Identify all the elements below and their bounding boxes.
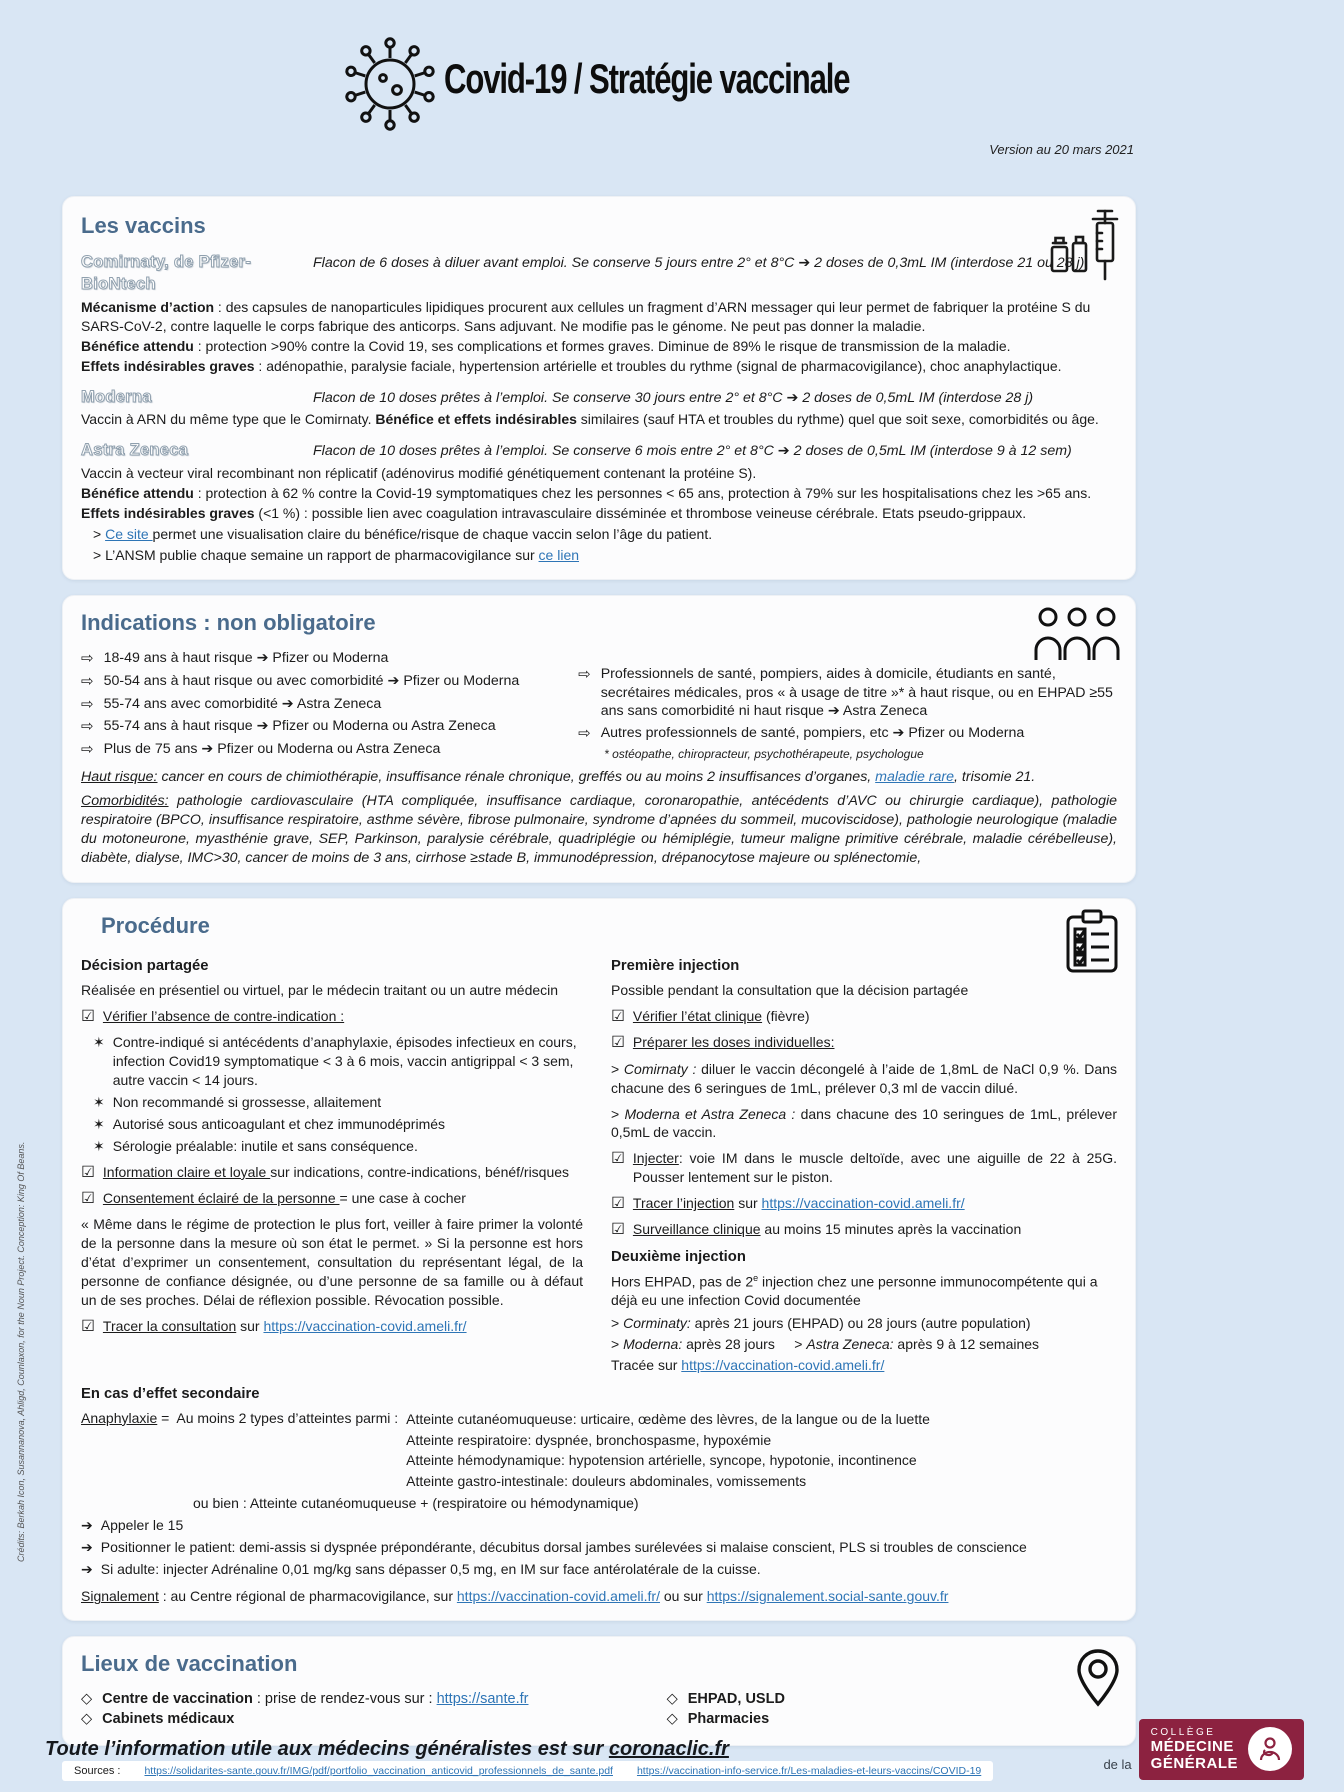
- checkbox-icon: ☑: [81, 1163, 95, 1181]
- solidarites-sante-link[interactable]: https://solidarites-sante.gouv.fr/IMG/pdf/portfolio_vaccination_anticovid_professionnels_de_sante.pdf: [144, 1765, 613, 1778]
- list-item: ⇨ Plus de 75 ans ➔ Pfizer ou Moderna ou Astra Zeneca: [81, 741, 441, 759]
- effets-title: En cas d’effet secondaire: [81, 1385, 260, 1402]
- credits-vertical-text: Crédits: Berkah Icon, Susannanova, Ahligd, Counlaxon, for the Noun Project. Conception: King Of Beans.: [16, 1141, 26, 1562]
- arrow-bullet-icon: ⇨: [578, 725, 591, 743]
- star-line: ✶ Sérologie préalable: inutile et sans conséquence.: [93, 1137, 418, 1154]
- arrow-icon: ➔: [81, 1560, 93, 1577]
- checkbox-icon: ☑: [81, 1317, 95, 1335]
- star-icon: ✶: [93, 1137, 105, 1154]
- section-procedure: [62, 898, 1136, 1621]
- star-icon: ✶: [93, 1034, 105, 1051]
- list-item: ◇ Cabinets médicaux: [81, 1711, 235, 1728]
- haut-risque-note: Haut risque: cancer en cours de chimiothérapie, insuffisance rénale chronique, greffés ou au moins 2 insuffisances d’organes, maladie rare, trisomie 21.: [81, 768, 1036, 785]
- procedure-heading: Procédure: [101, 913, 210, 939]
- premiere-injection-title: Première injection: [611, 958, 740, 975]
- clipboard-checklist-icon: [1063, 909, 1121, 975]
- star-icon: ✶: [93, 1115, 105, 1132]
- procedure-right-column: [611, 949, 1117, 1375]
- lieux-heading: Lieux de vaccination: [81, 1651, 298, 1677]
- arrow-bullet-icon: ⇨: [81, 695, 94, 713]
- indications-left-list: [81, 646, 562, 763]
- list-item: ⇨ Professionnels de santé, pompiers, aides à domicile, étudiants en santé, secrétaires médicales, pros « à usage de titre »* à haut risque, ou en EHPAD ≥55 ans sans comorbidité ni haut risque ➔ Astra Zeneca: [578, 665, 1113, 720]
- check-line: ☑ Vérifier l’état clinique (fièvre): [611, 1007, 810, 1025]
- procedure-left-column: [81, 949, 583, 1375]
- list-item: ⇨ 55-74 ans à haut risque ➔ Pfizer ou Moderna ou Astra Zeneca: [81, 718, 496, 736]
- checkbox-icon: ☑: [611, 1150, 625, 1168]
- vaccine-detail: Bénéfice attendu : protection à 62 % contre la Covid-19 symptomatiques chez les personnes < 65 ans, protection à 79% sur les hospitalisations chez les >65 ans.: [81, 484, 1092, 501]
- diamond-bullet-icon: ◇: [81, 1711, 93, 1728]
- list-item: Atteinte gastro-intestinale: douleurs abdominales, vomissements: [406, 1472, 807, 1489]
- arrow-icon: ➔: [81, 1516, 93, 1533]
- ameli-link[interactable]: https://vaccination-covid.ameli.fr/: [263, 1317, 467, 1334]
- ameli-link[interactable]: https://vaccination-covid.ameli.fr/: [761, 1195, 965, 1212]
- check-line: ☑ Vérifier l’absence de contre-indication :: [81, 1007, 345, 1025]
- signalement-gouv-link[interactable]: https://signalement.social-sante.gouv.fr: [706, 1588, 949, 1605]
- list-item: ◇ EHPAD, USLD: [666, 1691, 785, 1708]
- star-line: ✶ Contre-indiqué si antécédents d’anaphylaxie, épisodes infectieux en cours, infection Covid19 symptomatique < 3 à 6 mois, vaccin antigrippal < 3 sem, autre vaccin < 14 jours.: [93, 1034, 577, 1089]
- vaccine-detail: Effets indésirables graves (<1 %) : possible lien avec coagulation intravasculaire disséminée et thrombose veineuse cérébrale. Etats pseudo-grippaux.: [81, 504, 1027, 521]
- checkbox-icon: ☑: [81, 1190, 95, 1208]
- atteintes-list: [406, 1409, 930, 1492]
- vaccine-detail: Vaccin à vecteur viral recombinant non réplicatif (adénovirus modifié génétiquement contenant la protéine S).: [81, 464, 757, 481]
- logo-dela-text: de la: [1103, 1757, 1132, 1772]
- diamond-bullet-icon: ◇: [666, 1711, 678, 1728]
- logo-line: COLLÈGE: [1150, 1726, 1216, 1738]
- list-item: ⇨ 50-54 ans à haut risque ou avec comorbidité ➔ Pfizer ou Moderna: [81, 672, 520, 690]
- vaccins-heading: Les vaccins: [81, 213, 206, 238]
- ansm-report-line: > L’ANSM publie chaque semaine un rapport de pharmacovigilance sur ce lien: [93, 546, 580, 563]
- action-line: ➔ Positionner le patient: demi-assis si dyspnée prépondérante, décubitus dorsal jambes surélevées si malaise conscient, PLS si troubles de conscience: [81, 1538, 1027, 1555]
- consent-quote: « Même dans le régime de protection le plus fort, veiller à faire primer la volonté de la personne dans la mesure où son état le permet. » Si la personne est hors d’état d’exprimer un consentement, consultation du représentant légal, de la personne de confiance désignée, ou d’une personne de sa famille ou à défaut un de ses proches. Délai de réflexion possible. Révocation possible.: [81, 1216, 583, 1308]
- anaphylaxie-definition: Anaphylaxie = Au moins 2 types d’atteintes parmi : Atteinte cutanéomuqueuse: urticaire, œdème des lèvres, de la langue ou de la luette Atteinte respiratoire: dyspnée, bronchospasme, hypoxémie Atteinte hémodynamique: hypotension artérielle, syncope, hypotonie, incontinence Atteinte gastro-intestinale: douleurs abdominales, vomissements: [81, 1409, 1117, 1492]
- list-item: ⇨ 55-74 ans avec comorbidité ➔ Astra Zeneca: [81, 695, 382, 713]
- list-item: Atteinte respiratoire: dyspnée, bronchospasme, hypoxémie: [406, 1431, 772, 1448]
- check-line: ☑ Consentement éclairé de la personne = une case à cocher: [81, 1190, 466, 1208]
- procedure-columns: [81, 949, 1117, 1375]
- arrow-bullet-icon: ⇨: [81, 649, 94, 667]
- diamond-bullet-icon: ◇: [666, 1691, 678, 1708]
- map-pin-icon: [1075, 1647, 1121, 1709]
- vaccine-storage: Flacon de 6 doses à diluer avant emploi. Se conserve 5 jours entre 2° et 8°C ➔ 2 doses de 0,3mL IM (interdose 21 ou 28 j): [313, 254, 1085, 271]
- ou-bien-line: ou bien : Atteinte cutanéomuqueuse + (respiratoire ou hémodynamique): [193, 1494, 639, 1511]
- ce-site-link[interactable]: Ce site: [105, 525, 153, 542]
- maladie-rare-link[interactable]: maladie rare: [875, 768, 955, 785]
- section-vaccins: [62, 196, 1136, 580]
- page-title: Covid-19 / Stratégie vaccinale: [444, 55, 850, 102]
- vaccine-entry: [81, 439, 1117, 523]
- sante-fr-link[interactable]: https://sante.fr: [436, 1691, 529, 1708]
- dose-moderna-az: > Moderna et Astra Zeneca : dans chacune des 10 seringues de 1mL, prélever 0,5mL de vaccin.: [611, 1105, 1117, 1141]
- logo-line: MÉDECINE: [1150, 1737, 1234, 1755]
- indications-heading: Indications : non obligatoire: [81, 609, 376, 635]
- arrow-bullet-icon: ⇨: [81, 672, 94, 690]
- footer-tagline: Toute l’information utile aux médecins généralistes est sur coronaclic.fr: [45, 1737, 729, 1760]
- check-line: ☑ Tracer la consultation sur https://vaccination-covid.ameli.fr/: [81, 1317, 467, 1335]
- sources-label: Sources :: [74, 1765, 121, 1778]
- ameli-link[interactable]: https://vaccination-covid.ameli.fr/: [456, 1588, 660, 1605]
- check-line: ☑ Injecter: voie IM dans le muscle deltoïde, avec une aiguille de 22 à 25G. Pousser lentement sur le piston.: [611, 1150, 1117, 1186]
- vaccine-detail: Effets indésirables graves : adénopathie, paralysie faciale, hypertension artérielle et troubles du rythme (signal de pharmacovigilance), choc anaphylactique.: [81, 357, 1062, 374]
- page-footer: [45, 1719, 1304, 1781]
- deuxieme-tracee: Tracée sur https://vaccination-covid.ameli.fr/: [611, 1357, 885, 1373]
- list-item: ◇ Centre de vaccination : prise de rendez-vous sur : https://sante.fr: [81, 1691, 529, 1708]
- checkbox-icon: ☑: [81, 1007, 95, 1025]
- list-item: Atteinte cutanéomuqueuse: urticaire, œdème des lèvres, de la langue ou de la luette: [406, 1411, 930, 1428]
- vaccine-detail: Bénéfice attendu : protection >90% contre la Covid 19, ses complications et formes graves. Diminue de 89% le risque de transmission de la maladie.: [81, 337, 1011, 354]
- arrow-bullet-icon: ⇨: [578, 665, 591, 683]
- vaccine-storage: Flacon de 10 doses prêtes à l’emploi. Se conserve 30 jours entre 2° et 8°C ➔ 2 doses de 0,5mL IM (interdose 28 j): [313, 389, 1034, 406]
- benefit-risk-line: > Ce site permet une visualisation claire du bénéfice/risque de chaque vaccin selon l’âge du patient.: [93, 525, 713, 542]
- people-group-icon: [1033, 606, 1121, 664]
- action-line: ➔ Appeler le 15: [81, 1516, 184, 1533]
- syringe-vials-icon: [1049, 207, 1121, 283]
- deuxieme-comirnaty: > Corminaty: après 21 jours (EHPAD) ou 28 jours (autre population): [611, 1315, 1031, 1332]
- vaccine-storage: Flacon de 10 doses prêtes à l’emploi. Se conserve 6 mois entre 2° et 8°C ➔ 2 doses de 0,5mL IM (interdose 9 à 12 sem): [313, 443, 1072, 460]
- deuxieme-intro: Hors EHPAD, pas de 2e injection chez une personne immunocompétente qui a déjà eu une infection Covid documentée: [611, 1272, 1098, 1309]
- list-item: ⇨ 18-49 ans à haut risque ➔ Pfizer ou Moderna: [81, 649, 389, 667]
- star-line: ✶ Non recommandé si grossesse, allaitement: [93, 1094, 382, 1111]
- arrow-bullet-icon: ⇨: [81, 718, 94, 736]
- version-label: Version au 20 mars 2021: [989, 142, 1134, 157]
- list-item: Atteinte hémodynamique: hypotension artérielle, syncope, hypotonie, incontinence: [406, 1452, 917, 1469]
- effets-secondaires-block: [81, 1385, 1117, 1606]
- section-indications: [62, 595, 1136, 883]
- check-line: ☑ Préparer les doses individuelles:: [611, 1034, 835, 1052]
- logo-line: GÉNÉRALE: [1150, 1754, 1238, 1772]
- vaccine-name: Moderna: [81, 387, 152, 406]
- checkbox-icon: ☑: [611, 1221, 625, 1239]
- deuxieme-injection-title: Deuxième injection: [611, 1248, 746, 1265]
- vaccine-name: Astra Zeneca: [81, 441, 189, 460]
- professions-footnote: * ostéopathe, chiropracteur, psychothérapeute, psychologue: [604, 746, 924, 761]
- decision-intro: Réalisée en présentiel ou virtuel, par le médecin traitant ou un autre médecin: [81, 982, 559, 999]
- vaccine-name: Comirnaty, de Pfizer-BioNtech: [81, 252, 252, 294]
- ameli-link[interactable]: https://vaccination-covid.ameli.fr/: [681, 1357, 885, 1373]
- page-header: [342, 26, 992, 132]
- vaccine-detail: Mécanisme d’action : des capsules de nanoparticules lipidiques procurent aux cellules un fragment d’ARN messager qui leur permet de fabriquer la protéine S du SARS-CoV-2, contre laquelle le corps fabrique des anticorps. Sans adjuvant. Ne modifie pas le génome. Ne peut pas donner la maladie.: [81, 298, 1091, 334]
- list-item: ◇ Pharmacies: [666, 1711, 770, 1728]
- check-line: ☑ Information claire et loyale sur indications, contre-indications, bénéf/risques: [81, 1163, 570, 1181]
- vaccination-info-link[interactable]: https://vaccination-info-service.fr/Les-maladies-et-leurs-vaccins/COVID-19: [636, 1765, 982, 1778]
- check-line: ☑ Tracer l’injection sur https://vaccination-covid.ameli.fr/: [611, 1195, 965, 1213]
- diamond-bullet-icon: ◇: [81, 1691, 93, 1708]
- content-column: [62, 196, 1136, 1781]
- cmg-doctor-icon: [1248, 1727, 1292, 1771]
- indications-columns: [81, 646, 1117, 763]
- coronaclic-link[interactable]: coronaclic.fr: [608, 1737, 729, 1760]
- deuxieme-moderna-az: > Moderna: après 28 jours > Astra Zeneca: après 9 à 12 semaines: [611, 1336, 1040, 1353]
- vaccine-detail: Vaccin à ARN du même type que le Comirnaty. Bénéfice et effets indésirables similaires (sauf HTA et troubles du rythme) quel que soit sexe, comorbidités ou âge.: [81, 411, 1099, 428]
- signalement-line: Signalement : au Centre régional de pharmacovigilance, sur https://vaccination-covid.ameli.fr/ ou sur https://signalement.social-sante.gouv.fr: [81, 1588, 949, 1605]
- vaccine-entry: [81, 386, 1117, 429]
- star-line: ✶ Autorisé sous anticoagulant et chez immunodéprimés: [93, 1115, 446, 1132]
- vaccine-entry: [81, 251, 1117, 376]
- dose-comirnaty: > Comirnaty : diluer le vaccin décongelé à l’aide de 1,8mL de NaCl 0,9 %. Dans chacune des 6 seringues de 1mL, prélever 0,3 ml de vaccin dilué.: [611, 1060, 1117, 1096]
- star-icon: ✶: [93, 1094, 105, 1111]
- comorbidites-note: Comorbidités: pathologie cardiovasculaire (HTA compliquée, insuffisance cardiaque, coronaropathie, antécédents d’AVC ou chirurgie cardiaque), pathologie respiratoire (BPCO, insuffisance respiratoire, asthme sévère, fibrose pulmonaire, syndrome d’apnées du sommeil, mucoviscidose), pathologie neurologique (maladie du motoneurone, myasthénie grave, SEP, Parkinson, paralysie cérébrale, quadriplégie ou hémiplégie, tumeur maligne primitive cérébrale, maladie cérébelleuse), diabète, dialyse, IMC>30, cancer de moins de 3 ans, cirrhose ≥stade B, immunodépression, drépanocytose majeure ou splénectomie,: [81, 792, 1117, 867]
- action-line: ➔ Si adulte: injecter Adrénaline 0,01 mg/kg sans dépasser 0,5 mg, en IM sur face antérolatérale de la cuisse.: [81, 1560, 761, 1577]
- premiere-intro: Possible pendant la consultation que la décision partagée: [611, 982, 969, 999]
- checkbox-icon: ☑: [611, 1007, 625, 1025]
- arrow-icon: ➔: [81, 1538, 93, 1555]
- check-line: ☑ Surveillance clinique au moins 15 minutes après la vaccination: [611, 1221, 1022, 1239]
- list-item: ⇨ Autres professionnels de santé, pompiers, etc ➔ Pfizer ou Moderna: [578, 725, 1025, 743]
- virus-icon: [342, 26, 438, 132]
- ce-lien-link[interactable]: ce lien: [538, 546, 580, 563]
- cmg-logo: [1103, 1719, 1304, 1781]
- checkbox-icon: ☑: [611, 1034, 625, 1052]
- cmg-logo-box: [1139, 1719, 1304, 1781]
- decision-partagee-title: Décision partagée: [81, 958, 209, 975]
- arrow-bullet-icon: ⇨: [81, 741, 94, 759]
- checkbox-icon: ☑: [611, 1195, 625, 1213]
